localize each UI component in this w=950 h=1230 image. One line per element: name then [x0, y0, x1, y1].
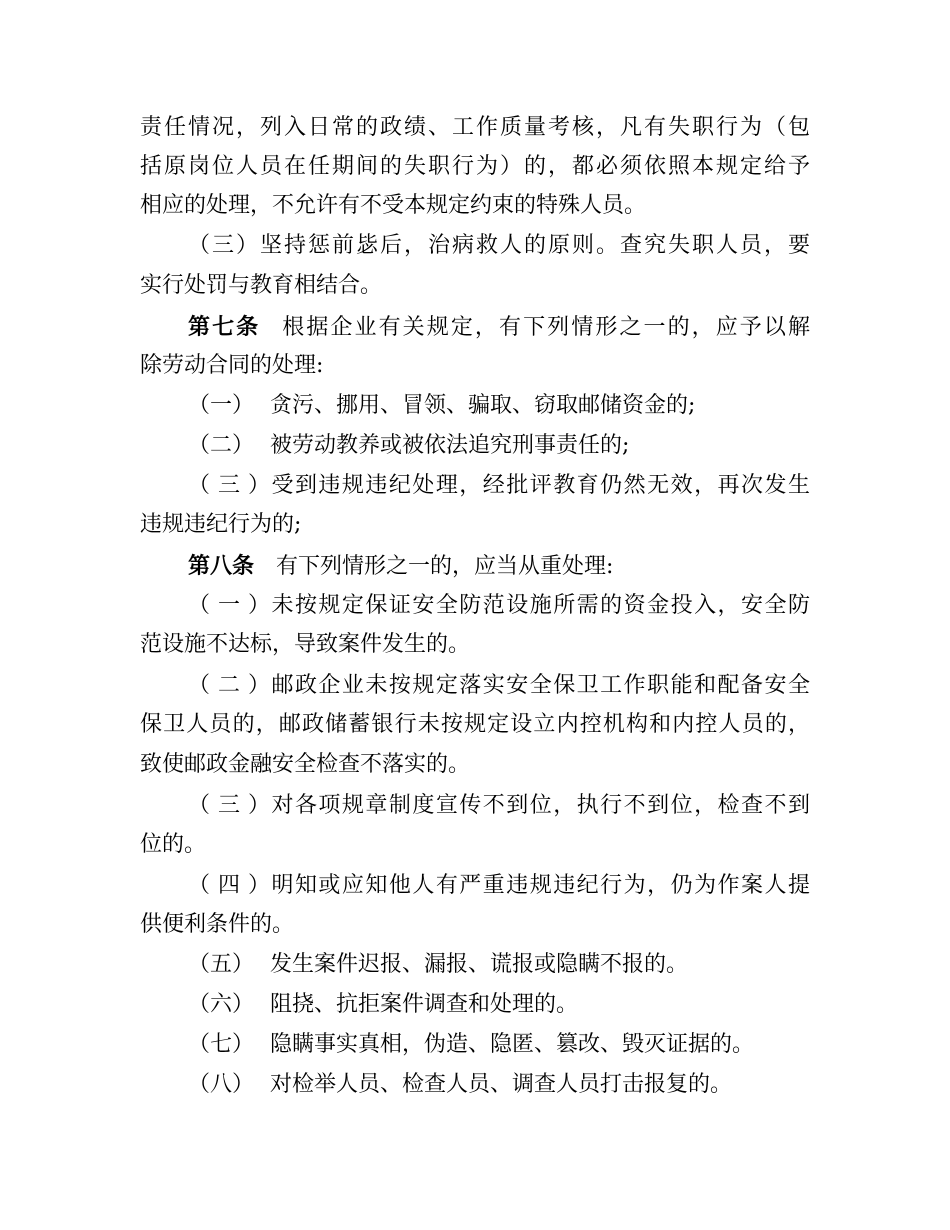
item-label: （三） — [188, 793, 270, 818]
item-text: 邮政企业未按规定落实安全保卫工作职能和配备安全 — [270, 673, 810, 698]
list-item — [188, 1070, 810, 1100]
article-7-intro — [188, 312, 810, 342]
list-item — [188, 671, 810, 701]
item-text: 未按规定保证安全防范设施所需的资金投入，安全防 — [270, 593, 810, 618]
paragraph-line: 供便利条件的。 — [140, 912, 295, 937]
list-item — [188, 791, 810, 821]
list-item — [188, 431, 810, 461]
item-text: 发生案件迟报、漏报、谎报或隐瞒不报的。 — [270, 952, 689, 977]
paragraph-line: 括原岗位人员在任期间的失职行为）的，都必须依照本规定给予 — [140, 154, 810, 179]
article-7-heading: 第七条 — [188, 314, 261, 340]
paragraph-line: 位的。 — [140, 832, 207, 857]
paragraph-line: 违规违纪行为的; — [140, 512, 302, 537]
item-text: 被劳动教养或被依法追究刑事责任的; — [270, 433, 630, 458]
article-8-heading: 第八条 — [188, 553, 255, 579]
paragraph-line: 保卫人员的，邮政储蓄银行未按规定设立内控机构和内控人员的， — [140, 712, 810, 737]
item-label: （七） — [188, 1032, 255, 1057]
item-label: （四） — [188, 873, 270, 898]
paragraph-line: 相应的处理，不允许有不受本规定约束的特殊人员。 — [140, 193, 647, 218]
list-item — [188, 471, 810, 501]
list-item — [188, 871, 810, 901]
item-label: （一） — [188, 593, 270, 618]
item-text: 受到违规违纪处理，经批评教育仍然无效，再次发生 — [270, 473, 810, 498]
article-8-intro — [188, 551, 810, 581]
paragraph-line: 责任情况，列入日常的政绩、工作质量考核，凡有失职行为（包 — [140, 115, 810, 140]
paragraph-line: 实行处罚与教育相结合。 — [140, 273, 383, 298]
item-text: 对检举人员、检查人员、调查人员打击报复的。 — [270, 1072, 733, 1097]
item-text: 对各项规章制度宣传不到位，执行不到位，检查不到 — [270, 793, 810, 818]
list-item — [188, 591, 810, 621]
item-text: 贪污、挪用、冒领、骗取、窃取邮储资金的; — [270, 393, 696, 418]
item-label: （八） — [188, 1072, 255, 1097]
list-item — [188, 990, 810, 1020]
item-label: （二） — [188, 433, 255, 458]
paragraph-line: 致使邮政金融安全检查不落实的。 — [140, 752, 471, 777]
item-text: 阻挠、抗拒案件调查和处理的。 — [270, 992, 579, 1017]
item-label: （三） — [188, 473, 270, 498]
article-8-intro-text: 有下列情形之一的，应当从重处理: — [276, 554, 614, 579]
paragraph-line: 除劳动合同的处理: — [140, 353, 324, 378]
paragraph-line: 范设施不达标，导致案件发生的。 — [140, 632, 471, 657]
list-item — [188, 1030, 810, 1060]
item-label: （一） — [188, 393, 255, 418]
item-label: （六） — [188, 992, 255, 1017]
article-7-intro-text: 根据企业有关规定，有下列情形之一的，应予以解 — [282, 315, 810, 340]
item-text: 隐瞒事实真相，伪造、隐匿、篡改、毁灭证据的。 — [270, 1032, 755, 1057]
item-label: （二） — [188, 673, 270, 698]
list-item — [188, 950, 810, 980]
paragraph-line: （三）坚持惩前毖后，治病救人的原则。查究失职人员，要 — [188, 233, 810, 258]
item-label: （五） — [188, 952, 255, 977]
item-text: 明知或应知他人有严重违规违纪行为，仍为作案人提 — [270, 873, 810, 898]
list-item — [188, 391, 810, 421]
